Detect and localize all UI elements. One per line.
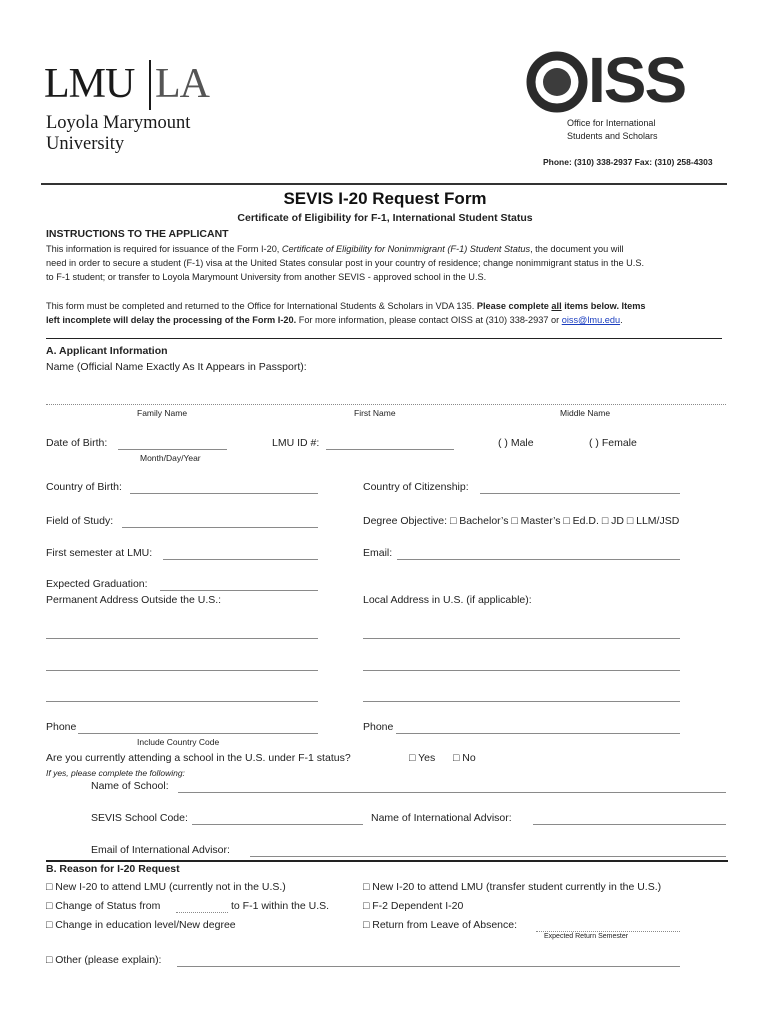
expected-graduation-field[interactable]: [160, 590, 318, 591]
lmu-logo-left: LMU: [44, 61, 135, 107]
dob-label: Date of Birth:: [46, 437, 108, 449]
lmu-logo-line1: Loyola Marymount: [46, 113, 191, 133]
attending-question: Are you currently attending a school in the U.S. under F-1 status?: [46, 752, 351, 764]
oiss-logo-line2: Students and Scholars: [567, 131, 658, 141]
lmu-logo-line2: University: [46, 134, 125, 154]
instructions-p2-bold-u: all: [551, 301, 562, 311]
family-name-label: Family Name: [137, 408, 188, 418]
instructions-p1-line3: to F-1 student; or transfer to Loyola Marymount University from another SEVIS - approved school in the U.S.: [46, 272, 487, 282]
male-option[interactable]: ( ) Male: [498, 437, 534, 449]
school-name-field[interactable]: [178, 792, 726, 793]
local-address-line-3[interactable]: [363, 701, 680, 702]
phone-field[interactable]: [78, 733, 318, 734]
lmu-id-field[interactable]: [326, 449, 454, 450]
section-rule: [46, 338, 722, 339]
country-birth-label: Country of Birth:: [46, 481, 122, 493]
local-address-label: Local Address in U.S. (if applicable):: [363, 594, 532, 606]
return-semester-hint: Expected Return Semester: [544, 933, 629, 940]
section-b-heading: B. Reason for I-20 Request: [46, 863, 180, 875]
if-yes-note: If yes, please complete the following:: [46, 768, 185, 778]
advisor-email-field[interactable]: [250, 856, 726, 857]
change-status-from-field[interactable]: [176, 912, 228, 913]
instructions-heading: INSTRUCTIONS TO THE APPLICANT: [46, 228, 229, 240]
permanent-address-line-1[interactable]: [46, 638, 318, 639]
lmu-logo-right: LA: [155, 61, 209, 107]
reason-change-status-option[interactable]: □ Change of Status from: [46, 900, 161, 912]
first-semester-label: First semester at LMU:: [46, 547, 153, 559]
field-study-label: Field of Study:: [46, 515, 114, 527]
section-b-rule: [46, 860, 728, 862]
permanent-address-label: Permanent Address Outside the U.S.:: [46, 594, 222, 606]
country-birth-field[interactable]: [130, 493, 318, 494]
header-rule: [41, 183, 727, 185]
country-citizenship-field[interactable]: [480, 493, 680, 494]
local-address-line-1[interactable]: [363, 638, 680, 639]
attending-no-option[interactable]: □ No: [453, 752, 476, 764]
advisor-email-label: Email of International Advisor:: [91, 844, 230, 856]
instructions-p2-a: This form must be completed and returned to the Office for International Students & Scholars in VDA 135.: [46, 301, 477, 311]
dob-hint: Month/Day/Year: [140, 453, 201, 463]
reason-transfer-option[interactable]: □ New I-20 to attend LMU (transfer student currently in the U.S.): [363, 881, 662, 893]
name-field[interactable]: [46, 404, 726, 405]
page-title: SEVIS I-20 Request Form: [283, 189, 487, 208]
expected-graduation-label: Expected Graduation:: [46, 578, 148, 590]
permanent-address-line-3[interactable]: [46, 701, 318, 702]
local-phone-label: Phone: [363, 721, 394, 733]
advisor-name-label: Name of International Advisor:: [371, 812, 512, 824]
return-semester-field[interactable]: [536, 931, 680, 932]
oiss-email-link[interactable]: oiss@lmu.edu: [561, 315, 621, 325]
page-subtitle: Certificate of Eligibility for F-1, International Student Status: [237, 212, 533, 224]
first-semester-field[interactable]: [163, 559, 318, 560]
email-field[interactable]: [397, 559, 680, 560]
degree-objective-label[interactable]: Degree Objective: □ Bachelor’s □ Master’s □ Ed.D. □ JD □ LLM/JSD: [363, 515, 680, 527]
instructions-p2-bold-b: items below. Items: [561, 301, 646, 311]
dob-field[interactable]: [118, 449, 227, 450]
oiss-logo-text: ISS: [588, 44, 686, 116]
lmu-logo-divider: [149, 60, 151, 110]
country-citizenship-label: Country of Citizenship:: [363, 481, 469, 493]
instructions-p2-end: .: [620, 315, 623, 325]
phone-hint: Include Country Code: [137, 737, 220, 747]
field-study-field[interactable]: [122, 527, 318, 528]
reason-education-level-option[interactable]: □ Change in education level/New degree: [46, 919, 236, 931]
attending-yes-option[interactable]: □ Yes: [409, 752, 436, 764]
instructions-p1-line2: need in order to secure a student (F-1) visa at the United States consular post in your country of residence; change nonimmigrant status in the U.S.: [46, 258, 645, 268]
name-label: Name (Official Name Exactly As It Appears in Passport):: [46, 361, 307, 373]
section-a-heading: A. Applicant Information: [46, 345, 168, 357]
first-name-label: First Name: [354, 408, 396, 418]
local-address-line-2[interactable]: [363, 670, 680, 671]
reason-f2-option[interactable]: □ F-2 Dependent I-20: [363, 900, 464, 912]
reason-return-loa-option[interactable]: □ Return from Leave of Absence:: [363, 919, 518, 931]
lmu-id-label: LMU ID #:: [272, 437, 320, 449]
oiss-circle-icon: [526, 51, 588, 113]
sevis-code-label: SEVIS School Code:: [91, 812, 188, 824]
reason-new-i20-option[interactable]: □ New I-20 to attend LMU (currently not in the U.S.): [46, 881, 286, 893]
instructions-p2-c: For more information, please contact OISS at (310) 338-2937 or: [296, 315, 562, 325]
reason-change-status-suffix: to F-1 within the U.S.: [231, 900, 330, 912]
school-name-label: Name of School:: [91, 780, 169, 792]
instructions-p1-a: This information is required for issuance of the Form I-20,: [46, 244, 282, 254]
reason-other-option[interactable]: □ Other (please explain):: [46, 954, 162, 966]
middle-name-label: Middle Name: [560, 408, 611, 418]
oiss-logo-line1: Office for International: [567, 118, 656, 128]
advisor-name-field[interactable]: [533, 824, 726, 825]
instructions-p1-em: Certificate of Eligibility for Nonimmigrant (F-1) Student Status: [281, 244, 531, 254]
phone-label: Phone: [46, 721, 77, 733]
female-option[interactable]: ( ) Female: [589, 437, 637, 449]
sevis-code-field[interactable]: [192, 824, 363, 825]
contact-info: Phone: (310) 338-2937 Fax: (310) 258-4303: [543, 157, 713, 167]
other-explain-field[interactable]: [177, 966, 680, 967]
local-phone-field[interactable]: [396, 733, 680, 734]
instructions-p2-bold-line2: left incomplete will delay the processing of the Form I-20.: [46, 315, 297, 325]
permanent-address-line-2[interactable]: [46, 670, 318, 671]
instructions-p2-bold-a: Please complete: [476, 301, 552, 311]
email-label: Email:: [363, 547, 393, 559]
instructions-p1-b: , the document you will: [530, 244, 624, 254]
